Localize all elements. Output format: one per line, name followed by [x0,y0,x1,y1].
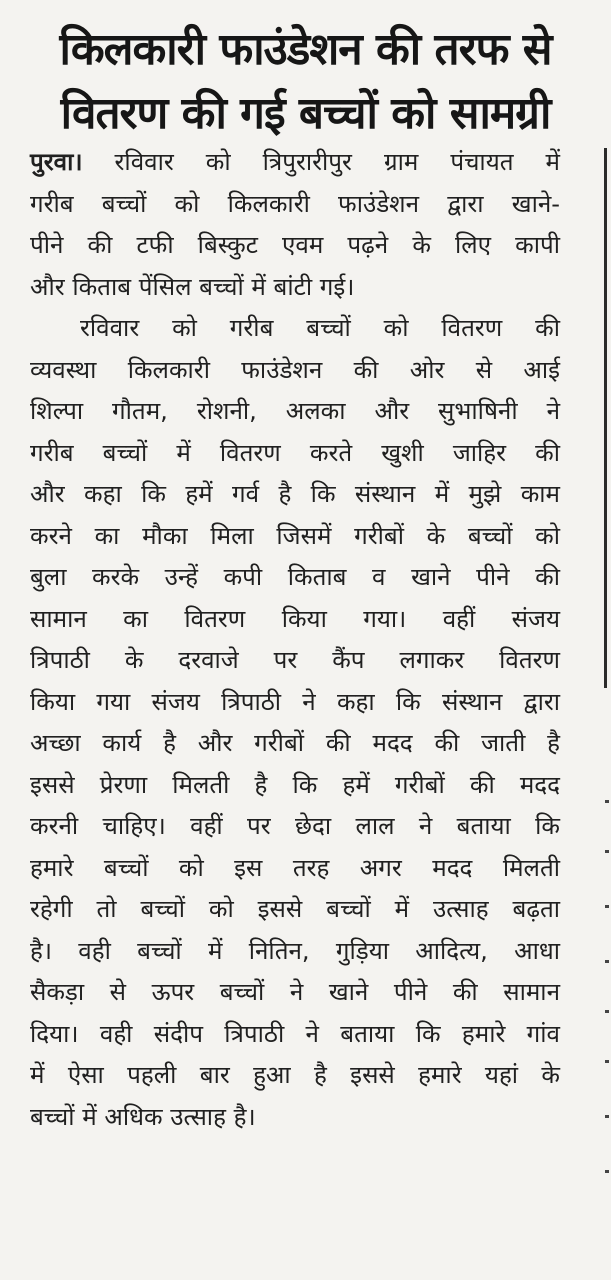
article-line: सैकड़ा से ऊपर बच्चों ने खाने पीने की सामान [30,978,560,1006]
edge-mark [605,850,609,853]
dateline: पुरवा। [30,148,83,176]
article-line: व्यवस्था किलकारी फाउंडेशन की ओर से आई [30,355,560,384]
edge-mark [605,1170,609,1173]
edge-mark [605,1060,609,1063]
article-line: बच्चों में अधिक उत्साह है। [30,1102,256,1131]
article-line: और किताब पेंसिल बच्चों में बांटी गई। [30,272,355,301]
article-line: करनी चाहिए। वहीं पर छेदा लाल ने बताया कि [30,812,560,840]
paragraph-1 [30,142,560,308]
article-body [30,142,560,1138]
edge-mark [605,905,609,908]
article-line: करने का मौका मिला जिसमें गरीबों के बच्चों को [30,521,560,550]
article-line: रहेगी तो बच्चों को इससे बच्चों में उत्साह बढ़ता [30,895,560,923]
article-line: दिया। वही संदीप त्रिपाठी ने बताया कि हमारे गांव [30,1019,560,1048]
article-line: किया गया संजय त्रिपाठी ने कहा कि संस्थान द्वारा [30,687,560,716]
headline-line-1: किलकारी फाउंडेशन की तरफ से [59,24,552,75]
paragraph-2 [30,308,560,1138]
article-line-text: रविवार को त्रिपुरारीपुर ग्राम पंचायत में [82,148,560,176]
article-line: रविवार को गरीब बच्चों को वितरण की [80,314,560,342]
edge-mark [605,1115,609,1118]
article-line: शिल्पा गौतम, रोशनी, अलका और सुभाषिनी ने [30,397,560,425]
article-line: बुला करके उन्हें कपी किताब व खाने पीने की [30,563,560,591]
edge-mark [605,960,609,963]
article-line: सामान का वितरण किया गया। वहीं संजय [30,604,560,633]
edge-mark [605,800,609,803]
article-line: हमारे बच्चों को इस तरह अगर मदद मिलती [30,853,560,882]
headline-line-2: वितरण की गई बच्चों को सामग्री [60,88,551,139]
article-line: इससे प्रेरणा मिलती है कि हमें गरीबों की मदद [30,770,560,799]
edge-mark [605,1010,609,1013]
column-divider [604,148,607,688]
article-line: है। वही बच्चों में नितिन, गुड़िया आदित्य, आधा [30,936,560,965]
article-line: में ऐसा पहली बार हुआ है इससे हमारे यहां के [30,1061,560,1089]
article-line: गरीब बच्चों को किलकारी फाउंडेशन द्वारा खाने- [30,189,560,218]
article-line [30,142,560,184]
article-line: और कहा कि हमें गर्व है कि संस्थान में मुझे काम [30,480,560,508]
headline [0,18,611,146]
article-line: अच्छा कार्य है और गरीबों की मदद की जाती है [30,729,560,757]
article-line: त्रिपाठी के दरवाजे पर कैंप लगाकर वितरण [30,646,560,674]
article-line: गरीब बच्चों में वितरण करते खुशी जाहिर की [30,438,560,467]
article-line: पीने की टफी बिस्कुट एवम पढ़ने के लिए कापी [30,231,560,259]
